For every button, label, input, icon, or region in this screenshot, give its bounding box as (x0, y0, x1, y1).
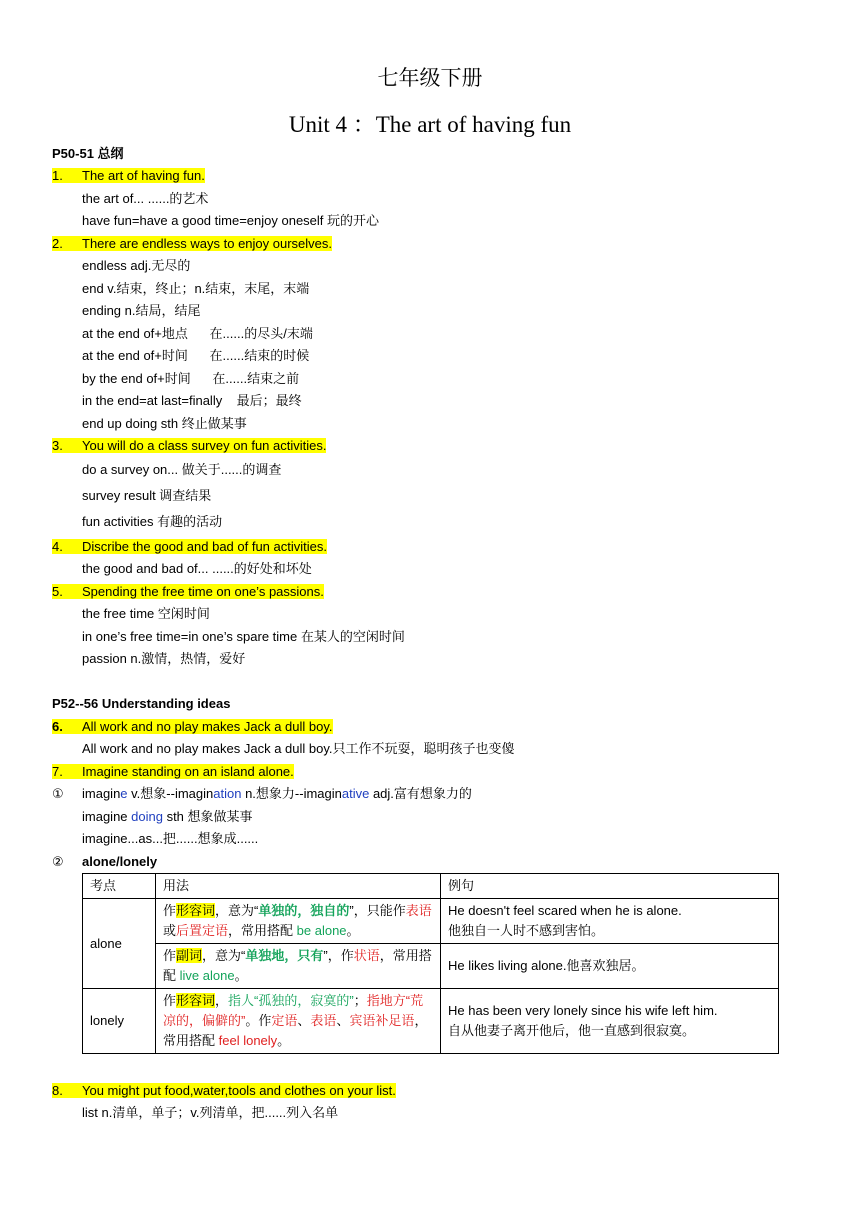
note-line: by the end of+时间 在......结束之前 (82, 371, 300, 386)
list-item: 3. You will do a class survey on fun activities. (52, 438, 327, 453)
circled-item: ① imagine v.想象--imagination n.想象力--imaginative adj.富有想象力的 (52, 786, 472, 801)
note-line: the good and bad of... ......的好处和坏处 (82, 561, 312, 576)
note-line: passion n.激情，热情，爱好 (82, 651, 246, 666)
list-item: 2. There are endless ways to enjoy ourselves. (52, 236, 333, 251)
list-item: 8. You might put food,water,tools and clothes on your list. (52, 1083, 396, 1098)
table-row (83, 989, 779, 1054)
note-line: list n.清单，单子；v.列清单，把......列入名单 (82, 1105, 339, 1120)
list-item: 7. Imagine standing on an island alone. (52, 764, 294, 779)
table-row (83, 944, 779, 989)
note-line: end v.结束，终止；n.结束，末尾，末端 (82, 281, 310, 296)
list-item: 6. All work and no play makes Jack a dull boy. (52, 719, 333, 734)
note-line: at the end of+时间 在......结束的时候 (82, 348, 310, 363)
table-row (83, 874, 779, 899)
section-heading: P50-51 总纲 (52, 146, 124, 161)
table-row (83, 899, 779, 944)
note-line: the art of... ......的艺术 (82, 191, 209, 206)
note-line: in one’s free time=in one’s spare time 在某人的空闲时间 (82, 629, 405, 644)
list-item: 1. The art of having fun. (52, 168, 205, 183)
note-line: survey result 调查结果 (82, 488, 212, 503)
table-header: 用法 (156, 874, 441, 899)
table-header: 考点 (83, 874, 156, 899)
table-cell: He doesn't feel scared when he is alone. 他独自一人时不感到害怕。 (441, 899, 779, 944)
note-line: endless adj.无尽的 (82, 258, 191, 273)
note-line: do a survey on... 做关于......的调查 (82, 462, 282, 477)
table-cell: He has been very lonely since his wife left him. 自从他妻子离开他后，他一直感到很寂寞。 (441, 989, 779, 1054)
section-heading: P52--56 Understanding ideas (52, 696, 231, 711)
table-header: 例句 (441, 874, 779, 899)
table-cell: lonely (83, 989, 156, 1054)
note-line: imagine doing sth 想象做某事 (82, 809, 253, 824)
unit-title: Unit 4 ：The art of having fun (288, 112, 572, 137)
circled-item: ② alone/lonely (52, 854, 158, 869)
table-cell: He likes living alone.他喜欢独居。 (441, 944, 779, 989)
table-cell: 作形容词，意为“单独的，独自的”，只能作表语或后置定语，常用搭配 be alone。 (156, 899, 441, 944)
note-line: the free time 空闲时间 (82, 606, 210, 621)
list-item: 4. Discribe the good and bad of fun activities. (52, 539, 327, 554)
note-line: fun activities 有趣的活动 (82, 514, 223, 529)
note-line: at the end of+地点 在......的尽头/末端 (82, 326, 313, 341)
list-item: 5. Spending the free time on one’s passions. (52, 584, 324, 599)
table-cell: alone (83, 899, 156, 989)
note-line: imagine...as...把......想象成...... (82, 831, 259, 846)
usage-table (82, 873, 779, 1054)
note-line: end up doing sth 终止做某事 (82, 416, 247, 431)
note-line: ending n.结局，结尾 (82, 303, 201, 318)
note-line: All work and no play makes Jack a dull boy.只工作不玩耍，聪明孩子也变傻 (82, 741, 515, 756)
page-title-cn: 七年级下册 (377, 66, 483, 90)
note-line: in the end=at last=finally 最后；最终 (82, 393, 302, 408)
table-cell: 作形容词，指人“孤独的，寂寞的”；指地方“荒凉的，偏僻的”。作定语、表语、宾语补足语，常用搭配 feel lonely。 (156, 989, 441, 1054)
note-line: have fun=have a good time=enjoy oneself 玩的开心 (82, 213, 380, 228)
table-cell: 作副词，意为“单独地，只有”，作状语，常用搭配 live alone。 (156, 944, 441, 989)
